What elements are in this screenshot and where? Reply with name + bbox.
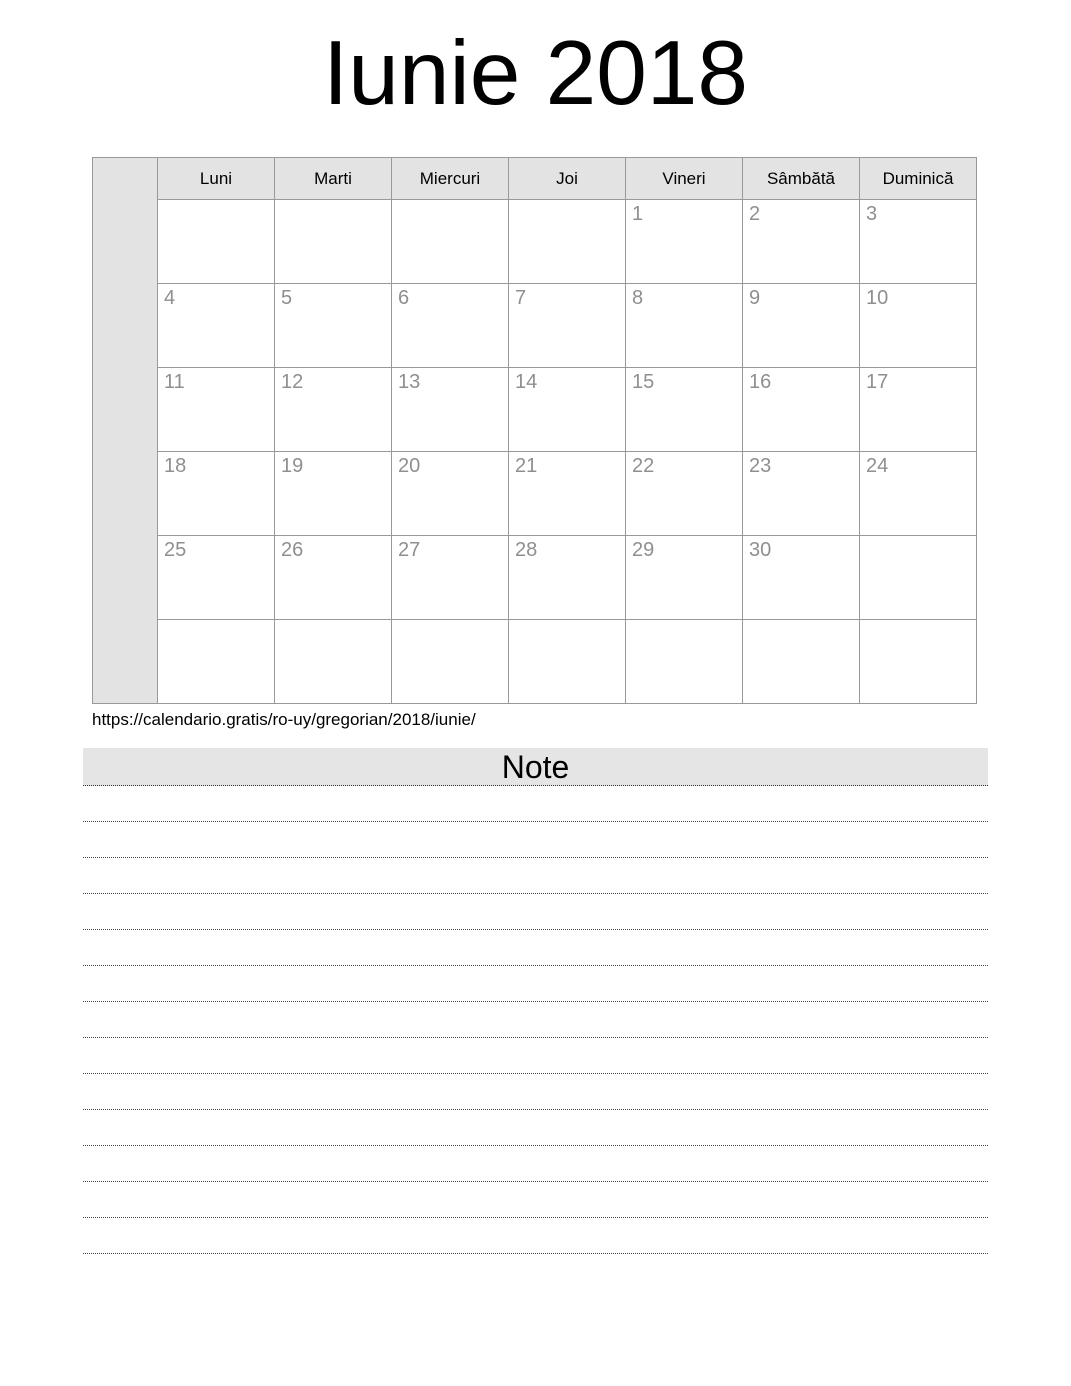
note-ruled-line — [83, 822, 988, 858]
calendar — [92, 157, 977, 704]
calendar-day-cell: 27 — [392, 536, 509, 620]
calendar-day-cell: 22 — [626, 452, 743, 536]
day-header-sambata: Sâmbătă — [743, 158, 860, 200]
calendar-day-cell — [275, 620, 392, 704]
calendar-day-cell: 5 — [275, 284, 392, 368]
calendar-day-cell — [392, 200, 509, 284]
calendar-day-cell: 21 — [509, 452, 626, 536]
calendar-day-cell: 1 — [626, 200, 743, 284]
calendar-day-cell — [392, 620, 509, 704]
calendar-day-cell — [509, 620, 626, 704]
calendar-day-cell: 20 — [392, 452, 509, 536]
note-ruled-line — [83, 1074, 988, 1110]
calendar-day-cell — [158, 200, 275, 284]
calendar-day-cell: 6 — [392, 284, 509, 368]
note-ruled-line — [83, 1218, 988, 1254]
calendar-day-cell: 7 — [509, 284, 626, 368]
calendar-day-cell: 30 — [743, 536, 860, 620]
note-ruled-line — [83, 966, 988, 1002]
calendar-day-cell: 29 — [626, 536, 743, 620]
calendar-day-cell: 3 — [860, 200, 977, 284]
calendar-day-cell: 24 — [860, 452, 977, 536]
day-header-miercuri: Miercuri — [392, 158, 509, 200]
calendar-header-row — [93, 158, 977, 200]
calendar-day-cell — [626, 620, 743, 704]
note-ruled-line — [83, 858, 988, 894]
calendar-day-cell: 23 — [743, 452, 860, 536]
calendar-day-cell: 17 — [860, 368, 977, 452]
calendar-day-cell: 2 — [743, 200, 860, 284]
day-header-vineri: Vineri — [626, 158, 743, 200]
note-ruled-line — [83, 786, 988, 822]
calendar-day-cell — [743, 620, 860, 704]
calendar-day-cell — [509, 200, 626, 284]
calendar-day-cell — [860, 536, 977, 620]
day-header-marti: Marti — [275, 158, 392, 200]
calendar-day-cell: 12 — [275, 368, 392, 452]
notes-section — [83, 748, 988, 1254]
calendar-week-row — [93, 200, 977, 284]
calendar-day-cell: 18 — [158, 452, 275, 536]
calendar-table — [92, 157, 977, 704]
calendar-week-row — [93, 536, 977, 620]
calendar-day-cell: 25 — [158, 536, 275, 620]
note-ruled-line — [83, 1038, 988, 1074]
calendar-day-cell: 11 — [158, 368, 275, 452]
calendar-day-cell: 16 — [743, 368, 860, 452]
calendar-day-cell: 4 — [158, 284, 275, 368]
notes-header-band — [83, 748, 988, 786]
note-ruled-line — [83, 894, 988, 930]
note-ruled-line — [83, 1146, 988, 1182]
calendar-left-margin-strip — [93, 158, 158, 704]
calendar-week-row — [93, 452, 977, 536]
calendar-day-cell — [158, 620, 275, 704]
calendar-day-cell: 26 — [275, 536, 392, 620]
note-ruled-line — [83, 930, 988, 966]
note-ruled-line — [83, 1110, 988, 1146]
calendar-day-cell: 8 — [626, 284, 743, 368]
day-header-luni: Luni — [158, 158, 275, 200]
day-header-joi: Joi — [509, 158, 626, 200]
calendar-day-cell: 10 — [860, 284, 977, 368]
day-header-duminica: Duminică — [860, 158, 977, 200]
notes-title: Note — [501, 749, 570, 785]
calendar-day-cell: 28 — [509, 536, 626, 620]
source-url-text: https://calendario.gratis/ro-uy/gregorian/2018/iunie/ — [92, 710, 476, 729]
page-title: Iunie 2018 — [322, 23, 749, 124]
calendar-week-row — [93, 368, 977, 452]
calendar-day-cell — [275, 200, 392, 284]
calendar-day-cell: 9 — [743, 284, 860, 368]
calendar-day-cell: 13 — [392, 368, 509, 452]
calendar-week-row — [93, 620, 977, 704]
calendar-day-cell — [860, 620, 977, 704]
calendar-week-row — [93, 284, 977, 368]
calendar-day-cell: 19 — [275, 452, 392, 536]
calendar-day-cell: 15 — [626, 368, 743, 452]
note-ruled-line — [83, 1182, 988, 1218]
note-ruled-line — [83, 1002, 988, 1038]
calendar-day-cell: 14 — [509, 368, 626, 452]
